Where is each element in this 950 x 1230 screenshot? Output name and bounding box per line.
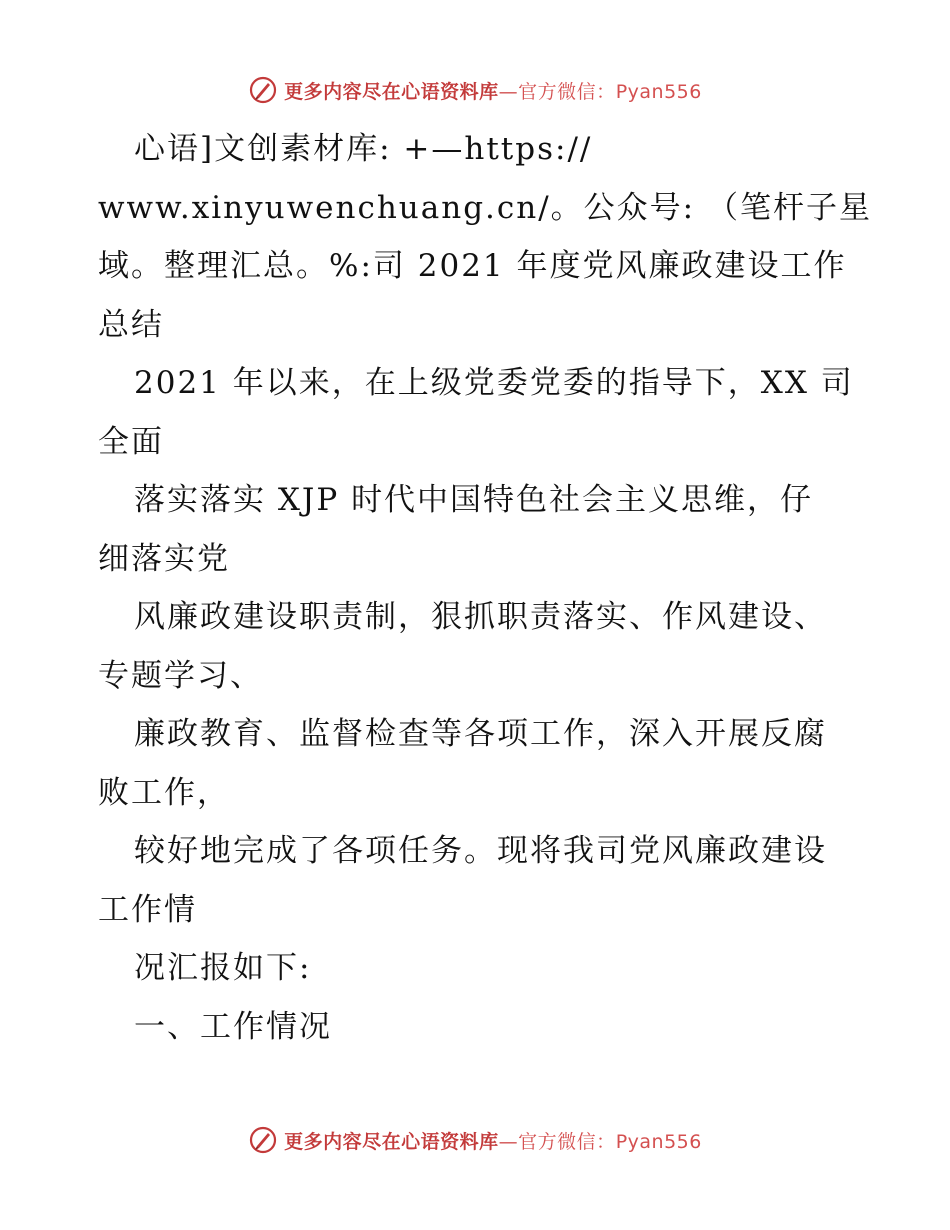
banner-wechat-id: Pyan556 bbox=[615, 1130, 702, 1153]
banner-text bbox=[284, 77, 702, 104]
text-line: 心语]文创素材库: +—https:// bbox=[134, 131, 593, 167]
quill-logo-icon bbox=[248, 75, 278, 105]
text-line: 廉政教育、监督检查等各项工作，深入开展反腐 bbox=[134, 716, 827, 752]
banner-text bbox=[284, 1127, 702, 1154]
document-body bbox=[98, 120, 872, 1056]
text-line: 况汇报如下: bbox=[134, 950, 312, 986]
text-line: 一、工作情况 bbox=[134, 1008, 332, 1045]
banner-wechat-id: Pyan556 bbox=[615, 80, 702, 103]
footer-watermark-banner bbox=[0, 1120, 950, 1160]
banner-dash: — bbox=[498, 80, 519, 103]
text-line: 总结 bbox=[98, 306, 164, 343]
banner-main-text: 更多内容尽在心语资料库 bbox=[284, 80, 499, 103]
text-line: 风廉政建设职责制，狠抓职责落实、作风建设、 bbox=[134, 599, 827, 635]
banner-wechat-label: 官方微信： bbox=[518, 80, 616, 103]
text-line: 败工作， bbox=[98, 774, 230, 811]
banner-wechat-label: 官方微信： bbox=[518, 1130, 616, 1153]
quill-logo-icon bbox=[248, 1125, 278, 1155]
text-line: 专题学习、 bbox=[98, 657, 263, 694]
text-line: 2021 年以来，在上级党委党委的指导下，XX 司 bbox=[134, 365, 854, 401]
text-line: www.xinyuwenchuang.cn/。公众号: （笔杆子星 bbox=[98, 189, 872, 226]
header-watermark-banner bbox=[0, 70, 950, 110]
text-line: 细落实党 bbox=[98, 540, 230, 577]
banner-main-text: 更多内容尽在心语资料库 bbox=[284, 1130, 499, 1153]
text-line: 全面 bbox=[98, 423, 164, 460]
text-line: 工作情 bbox=[98, 891, 197, 928]
text-line: 较好地完成了各项任务。现将我司党风廉政建设 bbox=[134, 833, 827, 869]
text-line: 落实落实 XJP 时代中国特色社会主义思维，仔 bbox=[134, 482, 814, 518]
banner-dash: — bbox=[498, 1130, 519, 1153]
text-line: 域。整理汇总。%:司 2021 年度党风廉政建设工作 bbox=[98, 248, 847, 284]
